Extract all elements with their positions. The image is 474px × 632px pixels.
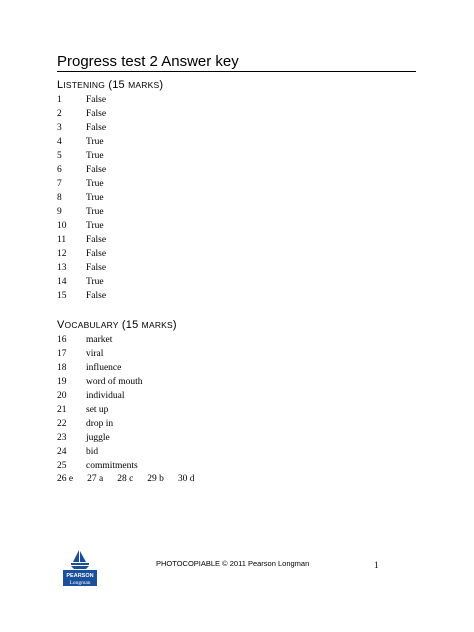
vocabulary-heading: VOCABULARY (15 MARKS)	[57, 319, 177, 331]
inline-answer: 28 c	[117, 474, 134, 484]
answer-row	[57, 233, 106, 247]
answer-value: True	[86, 277, 104, 287]
answer-number: 22	[57, 419, 67, 429]
answer-number: 19	[57, 377, 67, 387]
answer-value: individual	[86, 391, 125, 401]
answer-value: drop in	[86, 419, 114, 429]
answer-value: False	[86, 291, 107, 301]
svg-text:Longman: Longman	[69, 580, 91, 586]
inline-answer: 26 e	[57, 474, 74, 484]
answer-number: 10	[57, 221, 67, 231]
answer-number: 24	[57, 447, 67, 457]
answer-value: False	[86, 123, 107, 133]
answer-number: 18	[57, 363, 67, 373]
svg-text:PEARSON: PEARSON	[66, 573, 94, 579]
page-number: 1	[374, 560, 379, 570]
listening-heading: LISTENING (15 MARKS)	[57, 79, 164, 91]
answer-value: viral	[86, 349, 104, 359]
answer-row	[57, 333, 142, 347]
answer-value: False	[86, 249, 107, 259]
answer-value: influence	[86, 363, 122, 373]
listening-answer-list	[57, 93, 106, 303]
answer-number: 12	[57, 249, 67, 259]
inline-answer: 27 a	[87, 474, 104, 484]
answer-row	[57, 361, 142, 375]
pearson-longman-logo	[63, 548, 97, 586]
pearson-logo-icon	[63, 548, 97, 586]
answer-value: False	[86, 263, 107, 273]
answer-number: 11	[57, 235, 67, 245]
answer-row	[57, 163, 106, 177]
answer-value: juggle	[86, 433, 110, 443]
answer-value: True	[86, 193, 104, 203]
answer-row	[57, 107, 106, 121]
answer-number: 7	[57, 179, 62, 189]
answer-row	[57, 191, 106, 205]
answer-number: 3	[57, 123, 62, 133]
answer-row	[57, 205, 106, 219]
answer-row	[57, 93, 106, 107]
answer-row	[57, 121, 106, 135]
answer-number: 14	[57, 277, 67, 287]
answer-value: False	[86, 95, 107, 105]
answer-row	[57, 375, 142, 389]
answer-number: 5	[57, 151, 62, 161]
answer-number: 20	[57, 391, 67, 401]
answer-number: 15	[57, 291, 67, 301]
answer-row	[57, 247, 106, 261]
answer-row	[57, 177, 106, 191]
answer-row	[57, 219, 106, 233]
answer-value: True	[86, 151, 104, 161]
inline-answers-row	[57, 474, 209, 484]
answer-value: True	[86, 221, 104, 231]
answer-number: 6	[57, 165, 62, 175]
answer-row	[57, 389, 142, 403]
answer-number: 1	[57, 95, 62, 105]
inline-answer: 29 b	[147, 474, 164, 484]
answer-value: set up	[86, 405, 109, 415]
answer-row	[57, 417, 142, 431]
page-title: Progress test 2 Answer key	[57, 53, 416, 72]
answer-value: True	[86, 179, 104, 189]
answer-row	[57, 347, 142, 361]
answer-value: False	[86, 165, 107, 175]
answer-row	[57, 289, 106, 303]
answer-number: 21	[57, 405, 67, 415]
answer-row	[57, 431, 142, 445]
answer-number: 17	[57, 349, 67, 359]
answer-row	[57, 135, 106, 149]
answer-value: True	[86, 207, 104, 217]
answer-value: commitments	[86, 461, 138, 471]
answer-row	[57, 149, 106, 163]
vocabulary-answer-list	[57, 333, 142, 473]
answer-value: False	[86, 109, 107, 119]
answer-number: 9	[57, 207, 62, 217]
answer-number: 25	[57, 461, 67, 471]
answer-value: market	[86, 335, 113, 345]
answer-value: word of mouth	[86, 377, 143, 387]
footer-copyright: PHOTOCOPIABLE © 2011 Pearson Longman	[156, 559, 310, 568]
answer-value: bid	[86, 447, 99, 457]
inline-answer: 30 d	[177, 474, 195, 484]
answer-number: 2	[57, 109, 62, 119]
answer-row	[57, 459, 142, 473]
answer-row	[57, 275, 106, 289]
answer-number: 4	[57, 137, 62, 147]
answer-value: False	[86, 235, 107, 245]
answer-value: True	[86, 137, 104, 147]
answer-number: 13	[57, 263, 67, 273]
answer-number: 8	[57, 193, 62, 203]
answer-number: 23	[57, 433, 67, 443]
answer-row	[57, 403, 142, 417]
answer-number: 16	[57, 335, 67, 345]
answer-row	[57, 445, 142, 459]
answer-row	[57, 261, 106, 275]
